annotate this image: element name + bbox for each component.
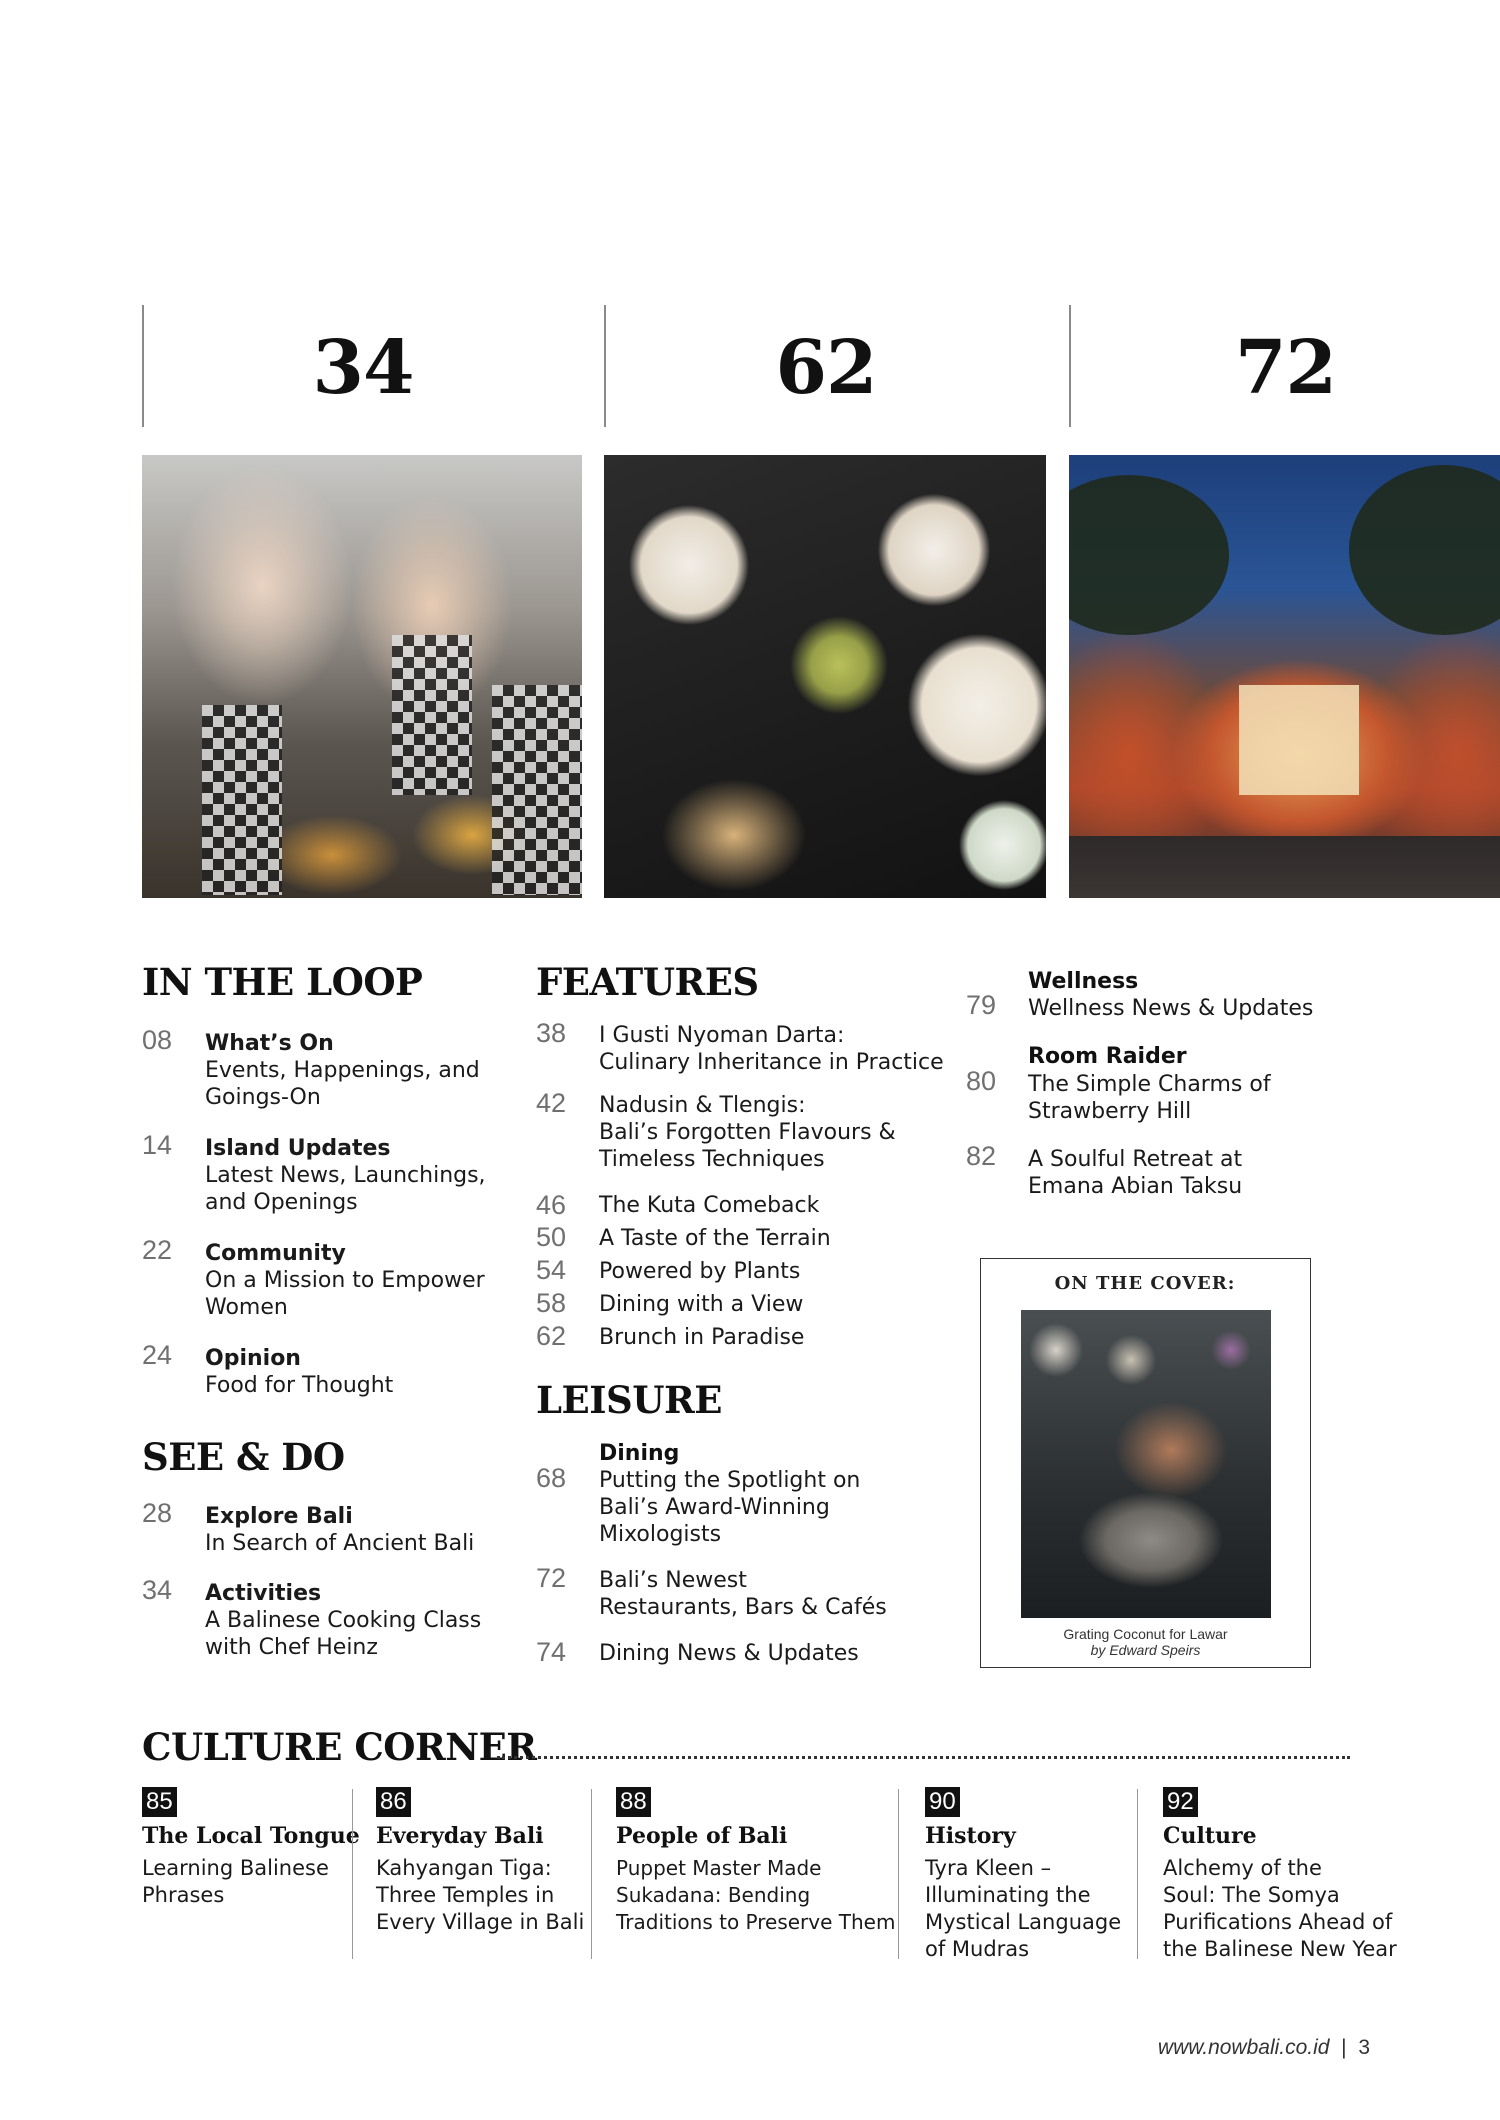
section-heading-features: FEATURES bbox=[536, 960, 759, 1004]
cover-box bbox=[980, 1258, 1311, 1668]
subsection-label-wellness: Wellness bbox=[1028, 969, 1139, 994]
page-badge: 88 bbox=[616, 1787, 651, 1817]
page-number: 58 bbox=[536, 1288, 567, 1318]
page-number: 24 bbox=[142, 1340, 173, 1370]
footer-separator: | bbox=[1341, 2036, 1347, 2059]
toc-entry[interactable]: I Gusti Nyoman Darta: Culinary Inheritance in Practice bbox=[599, 1023, 944, 1075]
restaurant-exterior-photo bbox=[1069, 455, 1500, 898]
page-number: 34 bbox=[142, 1575, 173, 1605]
column-divider bbox=[898, 1789, 899, 1959]
page-number: 79 bbox=[966, 990, 997, 1020]
subsection-label-room-raider: Room Raider bbox=[1028, 1044, 1187, 1069]
toc-entry[interactable]: Opinion Food for Thought bbox=[205, 1346, 394, 1398]
toc-entry[interactable]: Dining News & Updates bbox=[599, 1641, 859, 1666]
culture-item-title: Culture bbox=[1163, 1823, 1257, 1849]
culture-item[interactable] bbox=[925, 1787, 1121, 1963]
culture-item-desc: Puppet Master Made Sukadana: Bending Traditions to Preserve Them bbox=[616, 1856, 896, 1934]
page-number: 68 bbox=[536, 1463, 567, 1493]
page-number: 74 bbox=[536, 1637, 567, 1667]
column-divider bbox=[1137, 1789, 1138, 1959]
page-number: 42 bbox=[536, 1088, 567, 1118]
page-badge: 85 bbox=[142, 1787, 177, 1817]
page-footer bbox=[1158, 2036, 1370, 2060]
section-heading-in-the-loop: IN THE LOOP bbox=[142, 960, 423, 1004]
culture-item-desc: Tyra Kleen – Illuminating the Mystical Language of Mudras bbox=[925, 1856, 1122, 1961]
page-number: 38 bbox=[536, 1018, 567, 1048]
toc-entry[interactable]: The Simple Charms of Strawberry Hill bbox=[1028, 1072, 1271, 1124]
cover-photo bbox=[1021, 1310, 1271, 1618]
culture-item-desc: Learning Balinese Phrases bbox=[142, 1856, 329, 1907]
page-number: 14 bbox=[142, 1130, 173, 1160]
top-page-number-2: 62 bbox=[604, 305, 1046, 427]
cover-caption: Grating Coconut for Lawar bbox=[1063, 1626, 1228, 1642]
subsection-label-dining: Dining bbox=[599, 1441, 680, 1466]
page-number: 28 bbox=[142, 1498, 173, 1528]
toc-entry[interactable]: Activities A Balinese Cooking Class with Chef Heinz bbox=[205, 1581, 482, 1660]
page-number: 08 bbox=[142, 1025, 173, 1055]
culture-item-title: Everyday Bali bbox=[376, 1823, 544, 1849]
toc-entry[interactable]: Nadusin & Tlengis: Bali’s Forgotten Flavours & Timeless Techniques bbox=[599, 1093, 896, 1172]
toc-entry[interactable]: Explore Bali In Search of Ancient Bali bbox=[205, 1504, 475, 1556]
page-number: 82 bbox=[966, 1141, 997, 1171]
culture-item-desc: Alchemy of the Soul: The Somya Purifications Ahead of the Balinese New Year bbox=[1163, 1856, 1397, 1961]
top-page-number-1: 34 bbox=[142, 305, 582, 427]
toc-entry[interactable]: Brunch in Paradise bbox=[599, 1325, 805, 1350]
toc-entry[interactable]: Island Updates Latest News, Launchings, and Openings bbox=[205, 1136, 486, 1215]
toc-entry[interactable]: What’s On Events, Happenings, and Goings-On bbox=[205, 1031, 480, 1110]
page-number: 50 bbox=[536, 1222, 567, 1252]
culture-item-title: People of Bali bbox=[616, 1823, 788, 1849]
toc-entry[interactable]: A Taste of the Terrain bbox=[599, 1226, 831, 1251]
section-heading-see-and-do: SEE & DO bbox=[142, 1435, 345, 1479]
page-number: 54 bbox=[536, 1255, 567, 1285]
culture-item[interactable] bbox=[616, 1787, 895, 1936]
cover-credit: by Edward Speirs bbox=[1090, 1642, 1201, 1658]
top-page-number-3: 72 bbox=[1069, 305, 1500, 427]
website-url[interactable]: www.nowbali.co.id bbox=[1157, 2036, 1330, 2059]
page-number: 62 bbox=[536, 1321, 567, 1351]
toc-entry[interactable]: Putting the Spotlight on Bali’s Award-Winning Mixologists bbox=[599, 1468, 861, 1547]
culture-item[interactable] bbox=[1163, 1787, 1397, 1963]
culture-item[interactable] bbox=[142, 1787, 360, 1909]
toc-entry[interactable]: The Kuta Comeback bbox=[599, 1193, 820, 1218]
toc-entry[interactable]: A Soulful Retreat at Emana Abian Taksu bbox=[1028, 1147, 1243, 1199]
page-badge: 92 bbox=[1163, 1787, 1198, 1817]
cover-box-header bbox=[980, 1258, 1311, 1308]
toc-entry[interactable]: Bali’s Newest Restaurants, Bars & Cafés bbox=[599, 1568, 887, 1620]
toc-entry[interactable]: Community On a Mission to Empower Women bbox=[205, 1241, 485, 1320]
cover-title: ON THE COVER: bbox=[1054, 1273, 1236, 1294]
toc-entry[interactable]: Powered by Plants bbox=[599, 1259, 801, 1284]
page-number: 72 bbox=[536, 1563, 567, 1593]
section-heading-leisure: LEISURE bbox=[536, 1378, 722, 1422]
culture-item[interactable] bbox=[376, 1787, 584, 1936]
column-divider bbox=[591, 1789, 592, 1959]
toc-entry[interactable]: Dining with a View bbox=[599, 1292, 804, 1317]
page-number: 22 bbox=[142, 1235, 173, 1265]
cooking-class-photo bbox=[142, 455, 582, 898]
section-heading-culture-corner: CULTURE CORNER bbox=[142, 1725, 537, 1769]
toc-entry[interactable]: Wellness News & Updates bbox=[1028, 996, 1314, 1021]
page-number-footer: 3 bbox=[1358, 2036, 1370, 2059]
column-divider bbox=[352, 1789, 353, 1959]
culture-item-title: History bbox=[925, 1823, 1016, 1849]
page-number: 46 bbox=[536, 1190, 567, 1220]
page-badge: 90 bbox=[925, 1787, 960, 1817]
page-number: 80 bbox=[966, 1066, 997, 1096]
culture-item-title: The Local Tongue bbox=[142, 1823, 360, 1849]
dotted-divider bbox=[497, 1756, 1350, 1759]
brunch-dishes-photo bbox=[604, 455, 1046, 898]
page-badge: 86 bbox=[376, 1787, 411, 1817]
culture-item-desc: Kahyangan Tiga: Three Temples in Every Village in Bali bbox=[376, 1856, 585, 1934]
